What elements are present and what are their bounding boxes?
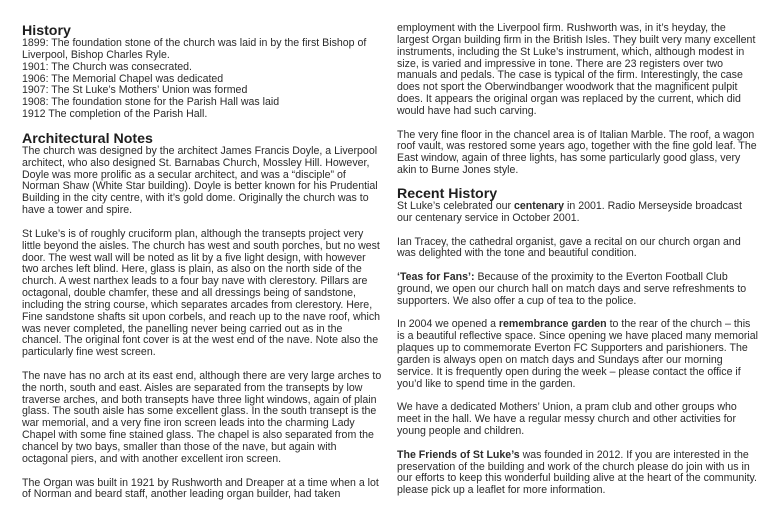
right-column (397, 22, 758, 497)
text-line: size, is varied and impressive in tone. There are 23 registers over two (397, 57, 724, 70)
text-line: including the string course, which separates arcades from clerestory. Here, (22, 298, 373, 311)
text-line: instruments, including the St Luke’s instrument, which, although modest in (397, 45, 745, 58)
text-line: glass. The south aisle has some excellent glass. In the south transept is the (22, 405, 377, 418)
text-line: plaques up to commemorate Everton FC Supporters and parishioners. The (397, 342, 748, 355)
text-line: octagonal, double chamfer, these and all dressings being of sandstone, (22, 287, 356, 300)
history-item: 1912 The completion of the Parish Hall. (22, 108, 208, 121)
text-line: our efforts to keep this wonderful building alive at the heart of the community. (397, 472, 757, 485)
text-line: garden is always open on match days and Sundays after our morning (397, 353, 723, 366)
teas-for-fans-bold: ‘Teas for Fans’: (397, 271, 475, 284)
text-line: of Norman and beard staff, another leading organ builder, had taken (22, 488, 341, 501)
text-line: young people and children. (397, 425, 525, 437)
text-line: two arches left blind. Here, glass is plain, as also on the north side of the (22, 263, 362, 276)
text-line: Fine sandstone shafts sit upon corbels, and reach up to the nave roof, which (22, 310, 381, 323)
text-line: chancel by two bays, smaller than those of the nave, but again with (22, 441, 337, 453)
text-line: you’d like to spend time in the garden. (397, 377, 576, 390)
text-line: particularly fine west screen. (22, 346, 156, 359)
text-line: was never completed, the panelling never being carried out as in the (22, 322, 343, 335)
text-line: akin to Burne Jones style. (397, 164, 519, 177)
text-line: traverse arches, and both transepts have three light windows, again of plain (22, 393, 377, 406)
organ-continued-paragraph (397, 22, 756, 118)
history-item: 1906: The Memorial Chapel was dedicated (22, 72, 224, 85)
text-line: Norman Shaw (White Star building). Doyle is better known for his Prudential (22, 180, 378, 193)
text-line: was delighted with the tone and beautiful condition. (397, 247, 637, 260)
text-line: largest Organ building firm in the British Isles. They built very many excellent (397, 33, 756, 46)
history-list (22, 38, 372, 121)
text-line: employment with the Liverpool firm. Rushworth was, in it’s heyday, the (397, 22, 726, 34)
text-line: Chapel with some fine stained glass. The chapel is also separated from the (22, 429, 374, 442)
text-line: East window, again of three lights, has some particularly good glass, very (397, 152, 741, 165)
text-line: We have a dedicated Mothers’ Union, a pram club and other groups who (397, 401, 737, 414)
text-line: the north, south and east. Aisles are separated from the transepts by low (22, 381, 363, 394)
text-line: does. It appears the original organ was replaced by the current, which did (397, 93, 741, 106)
text-line: meet in the hall. We have a regular messy church and other activities for (397, 413, 736, 426)
history-item: 1908: The foundation stone for the Parish Hall was laid (22, 96, 280, 109)
text-line: Doyle was more prolific as a secular architect, and was a “disciple” of (22, 168, 346, 181)
friends-bold: The Friends of St Luke’s (397, 448, 520, 461)
architect-paragraph (22, 144, 378, 217)
text-line: have a tower and spire. (22, 204, 133, 217)
organ-paragraph (22, 476, 379, 502)
text-line: please pick up a leaflet for more information. (397, 484, 606, 497)
text-line: preservation of the building and work of the church please do join with us in (397, 460, 750, 473)
text-line: little beyond the aisles. The church has west and south porches, but no west (22, 239, 380, 252)
history-item: 1901: The Church was consecrated. (22, 60, 192, 73)
groups-paragraph (397, 402, 747, 438)
history-item: 1907: The St Luke’s Mothers’ Union was formed (22, 84, 248, 97)
text-line: The very fine floor in the chancel area is of Italian Marble. The roof, a wagon (397, 128, 755, 141)
remembrance-garden-paragraph: In 2004 we opened a remembrance garden to the rear of the church – this is a beautiful reflective space. Since opening we have placed many memorial plaques up to commemorate Everton FC Supporters and parishioners. The garden is always open on match days and Sundays after our morning service. It is frequently open during the week – please contact the office if you’d like to spend time in the garden. (397, 318, 758, 390)
text-line: war memorial, and a very fine iron screen leads into the charming Lady (22, 417, 355, 430)
text-line: is a beautiful reflective space. Since opening we have placed many memorial (397, 330, 758, 343)
text-line: chancel. The original font cover is at the west end of the nave. Note also the (22, 334, 379, 347)
friends-paragraph: The Friends of St Luke’s was founded in 2012. If you are interested in the preservation of the building and work of the church please do join with us in our efforts to keep this wonderful building alive at the heart of the community. please pick up a leaflet for more information. (397, 448, 757, 497)
history-heading: History (22, 23, 71, 39)
history-item: 1899: The foundation stone of the church was laid in by the first Bishop of (22, 37, 367, 49)
recent-history-heading: Recent History (397, 185, 498, 202)
text-line: manuals and pedals. The case is typical of the firm. Interestingly, the case (397, 69, 743, 82)
text-line: The Organ was built in 1921 by Rushworth and Dreaper at a time when a lot (22, 476, 379, 489)
remembrance-garden-bold: remembrance garden (498, 318, 607, 331)
architectural-notes-heading: Architectural Notes (22, 130, 153, 147)
centenary-paragraph: St Luke’s celebrated our centenary in 2001. Radio Merseyside broadcast our centenary service in October 2001. (397, 199, 742, 224)
left-column (22, 23, 382, 501)
recital-paragraph (397, 237, 747, 261)
text-line: Ian Tracey, the cathedral organist, gave a recital on our church organ and (397, 235, 741, 248)
chancel-floor-paragraph (397, 128, 757, 177)
text-line: St Luke’s is of roughly cruciform plan, although the transepts project very (22, 227, 364, 240)
text-line: church. A west narthex leads to a four bay nave with clerestory. Pillars are (22, 275, 368, 288)
text-line: does not sport the Oberwindbanger woodwork that the magnificent pulpit (397, 81, 738, 94)
text-line: roof vault, was restored some years ago, together with the fine gold leaf. The (397, 140, 757, 153)
text-line: Building in the city centre, with it’s gold dome. Originally the church was to (22, 192, 369, 205)
text-line: architect, who also designed St. Barnabas Church, Mossley Hill. However, (22, 156, 370, 169)
teas-for-fans-paragraph: ‘Teas for Fans’: Because of the proximity to the Everton Football Club ground, we open our church hall on match days and serve refreshments to supporters. We also offer a cup of tea to the police. (397, 271, 747, 307)
text-line: The church was designed by the architect James Francis Doyle, a Liverpool (22, 144, 378, 157)
text-line: service. It is frequently open during the week – please contact the office if (397, 365, 741, 378)
text-line: The nave has no arch at its east end, although there are very large arches to (22, 369, 382, 382)
text-line: octagonal piers, and with another excellent iron screen. (22, 452, 282, 465)
cruciform-paragraph (22, 227, 381, 359)
centenary-bold: centenary (514, 199, 565, 212)
history-item: Liverpool, Bishop Charles Ryle. (22, 48, 170, 61)
nave-paragraph (22, 369, 382, 466)
text-line: would have had such carving. (397, 104, 537, 117)
spacer (22, 121, 372, 128)
text-line: door. The west wall will be noted as lit by a five light design, with however (22, 251, 366, 264)
